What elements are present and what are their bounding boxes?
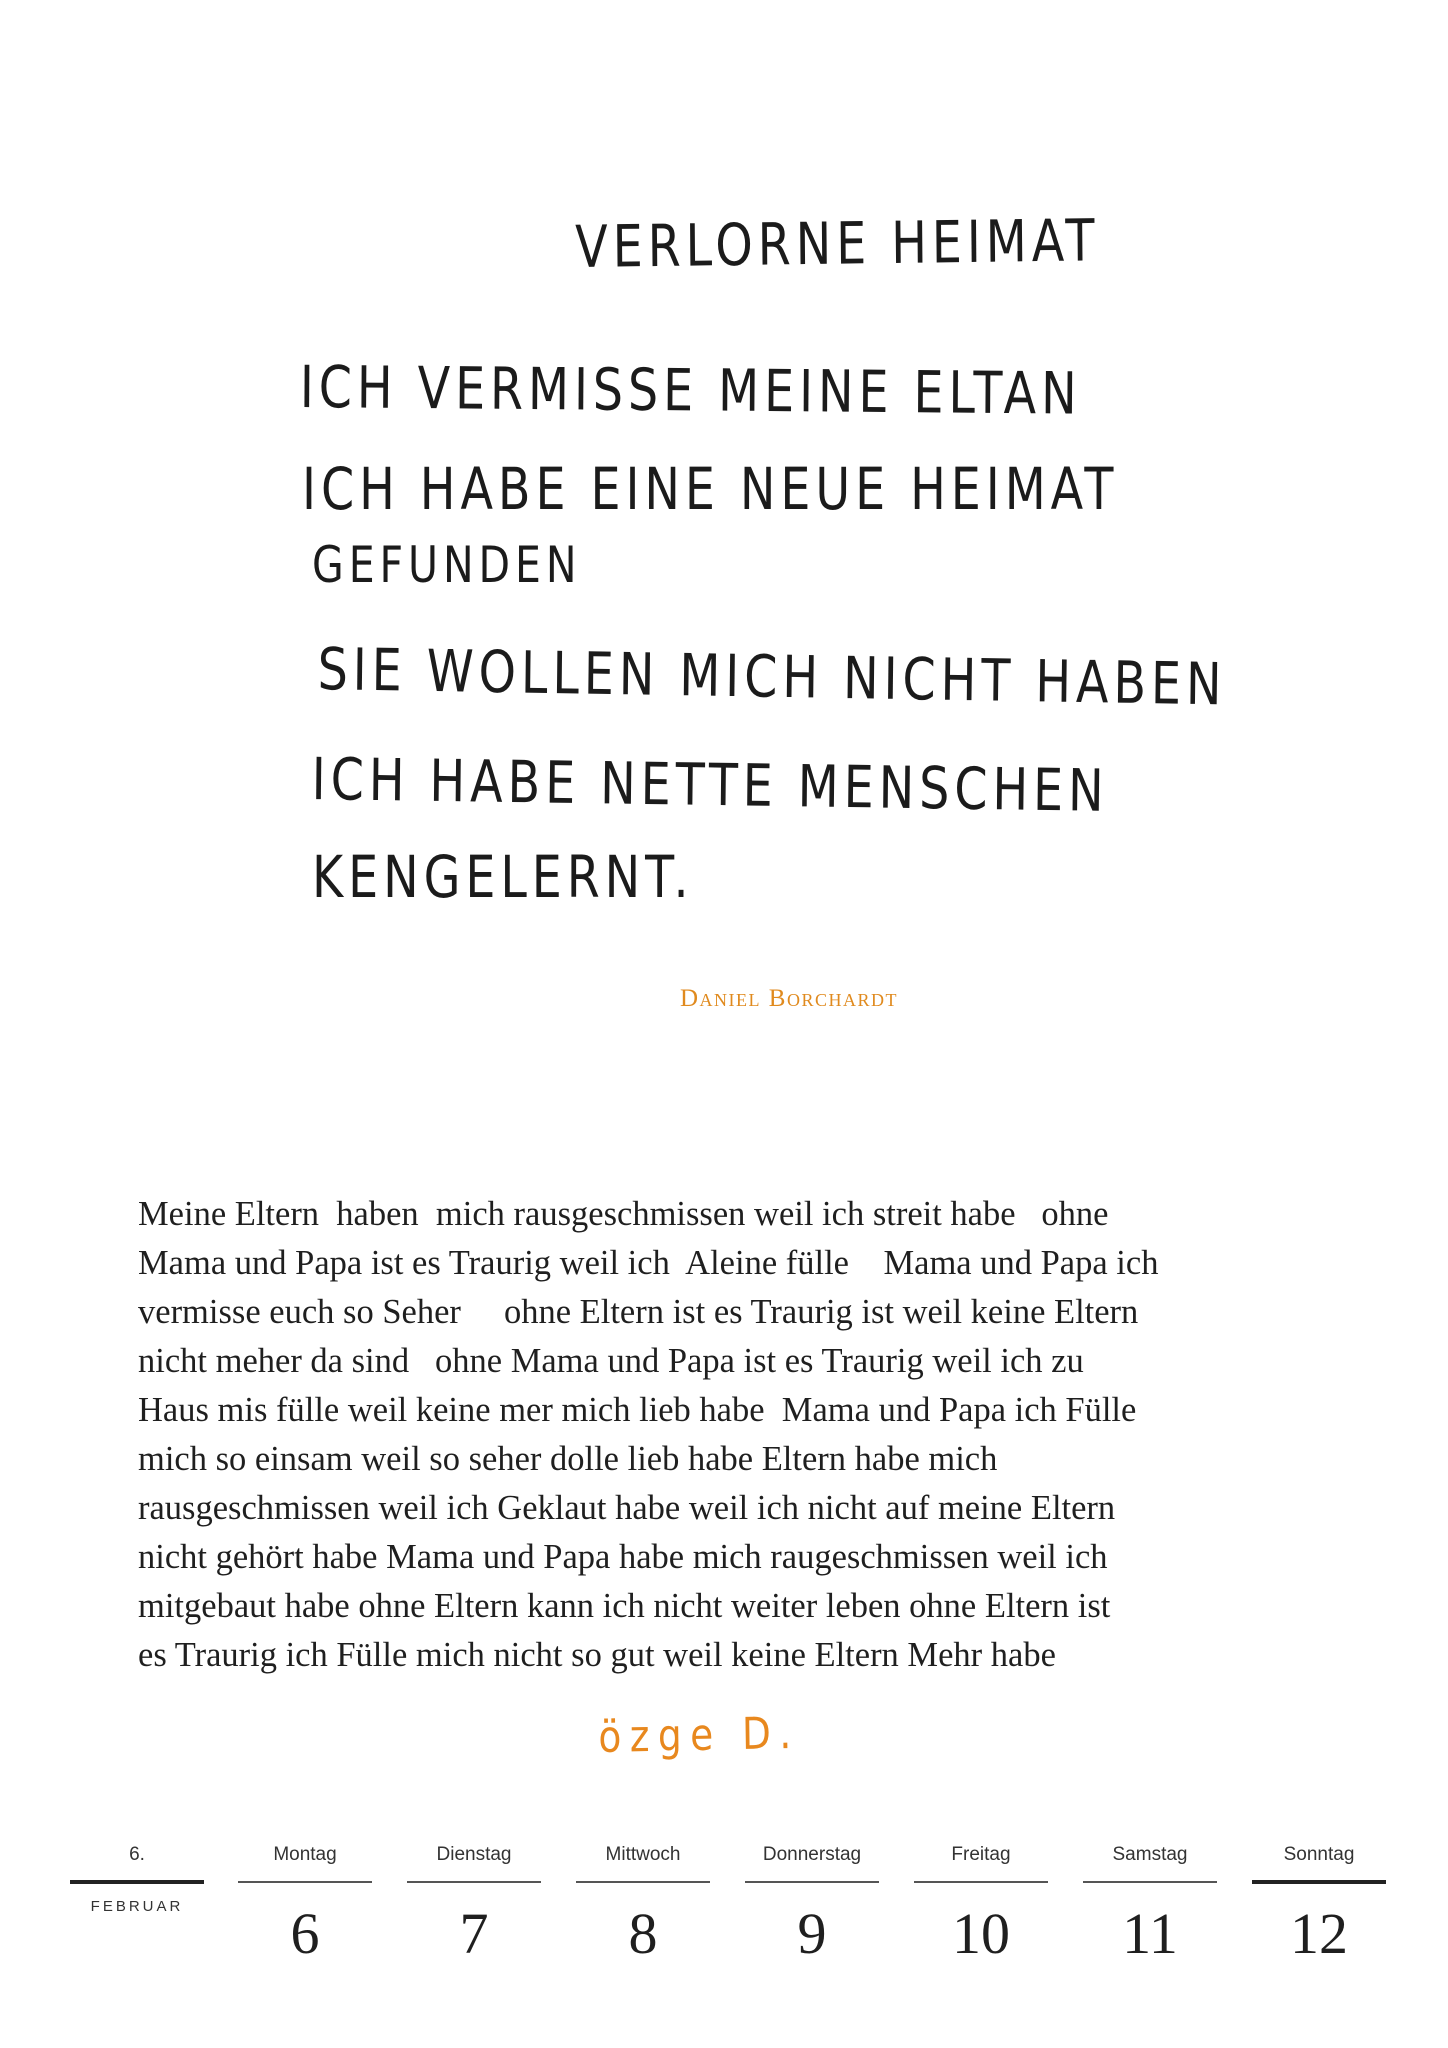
day-name: Samstag (1112, 1844, 1188, 1865)
calendar-week (0, 1830, 1448, 2048)
day-number: 6 (290, 1901, 320, 1966)
day-name: Mittwoch (605, 1844, 681, 1865)
prose-line: Meine Eltern haben mich rausgeschmissen weil ich streit habe ohne (138, 1195, 1109, 1233)
poem-line: SIE WOLLEN MICH NICHT HABEN (317, 635, 1227, 719)
day-rule (576, 1881, 710, 1883)
day-number: 10 (952, 1901, 1010, 1966)
week-rule (70, 1880, 204, 1884)
day-rule (914, 1881, 1048, 1883)
day-number: 7 (459, 1901, 489, 1966)
day-name: Sonntag (1283, 1844, 1355, 1865)
day-rule (407, 1881, 541, 1883)
poem-line: GEFUNDEN (312, 536, 582, 594)
day-name: Freitag (951, 1844, 1011, 1865)
prose-line: nicht meher da sind ohne Mama und Papa ist es Traurig weil ich zu (138, 1342, 1084, 1380)
month-label: FEBRUAR (90, 1898, 184, 1915)
day-rule (745, 1881, 879, 1883)
handwritten-signature: özge D. (598, 1707, 801, 1763)
prose-line: Haus mis fülle weil keine mer mich lieb habe Mama und Papa ich Fülle (138, 1391, 1137, 1429)
prose-line: es Traurig ich Fülle mich nicht so gut weil keine Eltern Mehr habe (138, 1636, 1056, 1674)
day-name: Montag (273, 1844, 337, 1865)
day-number: 9 (797, 1901, 827, 1966)
prose-line: mitgebaut habe ohne Eltern kann ich nicht weiter leben ohne Eltern ist (138, 1587, 1111, 1625)
prose-text (138, 1190, 1378, 1680)
day-number: 8 (628, 1901, 658, 1966)
handwritten-poem (0, 0, 1448, 960)
prose-line: vermisse euch so Seher ohne Eltern ist es Traurig ist weil keine Eltern (138, 1293, 1139, 1331)
day-number: 11 (1122, 1901, 1178, 1966)
poem-line: ICH HABE NETTE MENSCHEN (311, 745, 1109, 825)
poem-title: VERLORNE HEIMAT (574, 206, 1100, 281)
poem-author (0, 985, 1448, 1013)
poem-author-name: Daniel Borchardt (680, 985, 898, 1012)
week-number: 6. (129, 1844, 145, 1865)
prose-line: rausgeschmissen weil ich Geklaut habe weil ich nicht auf meine Eltern (138, 1489, 1116, 1527)
day-rule (1083, 1881, 1217, 1883)
day-rule (238, 1881, 372, 1883)
day-rule (1252, 1880, 1386, 1884)
prose-line: nicht gehört habe Mama und Papa habe mich raugeschmissen weil ich (138, 1538, 1108, 1576)
poem-line: ICH HABE EINE NEUE HEIMAT (302, 455, 1119, 523)
day-name: Donnerstag (762, 1844, 862, 1865)
poem-line: KENGELERNT. (312, 843, 694, 911)
poem-line: ICH VERMISSE MEINE ELTAN (299, 353, 1082, 428)
day-name: Dienstag (436, 1844, 512, 1865)
day-number: 12 (1290, 1901, 1348, 1966)
prose-line: Mama und Papa ist es Traurig weil ich Aleine fülle Mama und Papa ich (138, 1244, 1159, 1282)
prose-line: mich so einsam weil so seher dolle lieb habe Eltern habe mich (138, 1440, 998, 1478)
